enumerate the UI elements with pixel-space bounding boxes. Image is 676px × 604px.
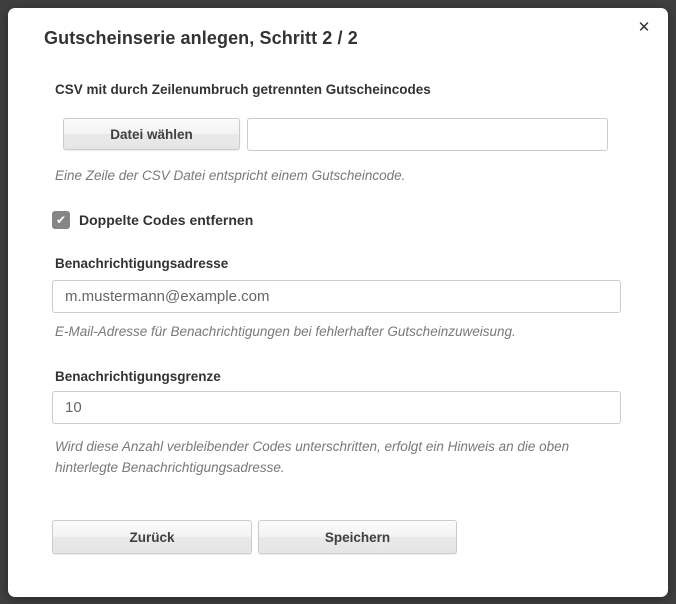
create-voucher-series-dialog bbox=[8, 8, 668, 597]
remove-duplicates-label: Doppelte Codes entfernen bbox=[79, 212, 254, 228]
notification-address-label: Benachrichtigungsadresse bbox=[55, 256, 229, 271]
notification-threshold-label: Benachrichtigungsgrenze bbox=[55, 369, 221, 384]
remove-duplicates-row bbox=[52, 211, 253, 229]
csv-codes-label: CSV mit durch Zeilenumbruch getrennten Gutscheincodes bbox=[55, 82, 431, 97]
save-button[interactable]: Speichern bbox=[258, 520, 457, 554]
dialog-title: Gutscheinserie anlegen, Schritt 2 / 2 bbox=[44, 28, 358, 48]
choose-file-button[interactable]: Datei wählen bbox=[63, 118, 240, 150]
remove-duplicates-checkbox[interactable]: ✔ bbox=[52, 211, 70, 229]
back-button[interactable]: Zurück bbox=[52, 520, 252, 554]
notification-threshold-hint: Wird diese Anzahl verbleibender Codes unterschritten, erfolgt ein Hinweis an die oben hinterlegte Benachrichtigungsadresse. bbox=[55, 439, 570, 475]
notification-address-input[interactable] bbox=[52, 280, 621, 313]
notification-address-hint: E-Mail-Adresse für Benachrichtigungen bei fehlerhafter Gutscheinzuweisung. bbox=[55, 324, 516, 339]
close-icon[interactable]: ✕ bbox=[637, 19, 651, 36]
csv-hint: Eine Zeile der CSV Datei entspricht einem Gutscheincode. bbox=[55, 168, 406, 183]
notification-threshold-input[interactable] bbox=[52, 391, 621, 424]
csv-file-input[interactable] bbox=[247, 118, 608, 151]
